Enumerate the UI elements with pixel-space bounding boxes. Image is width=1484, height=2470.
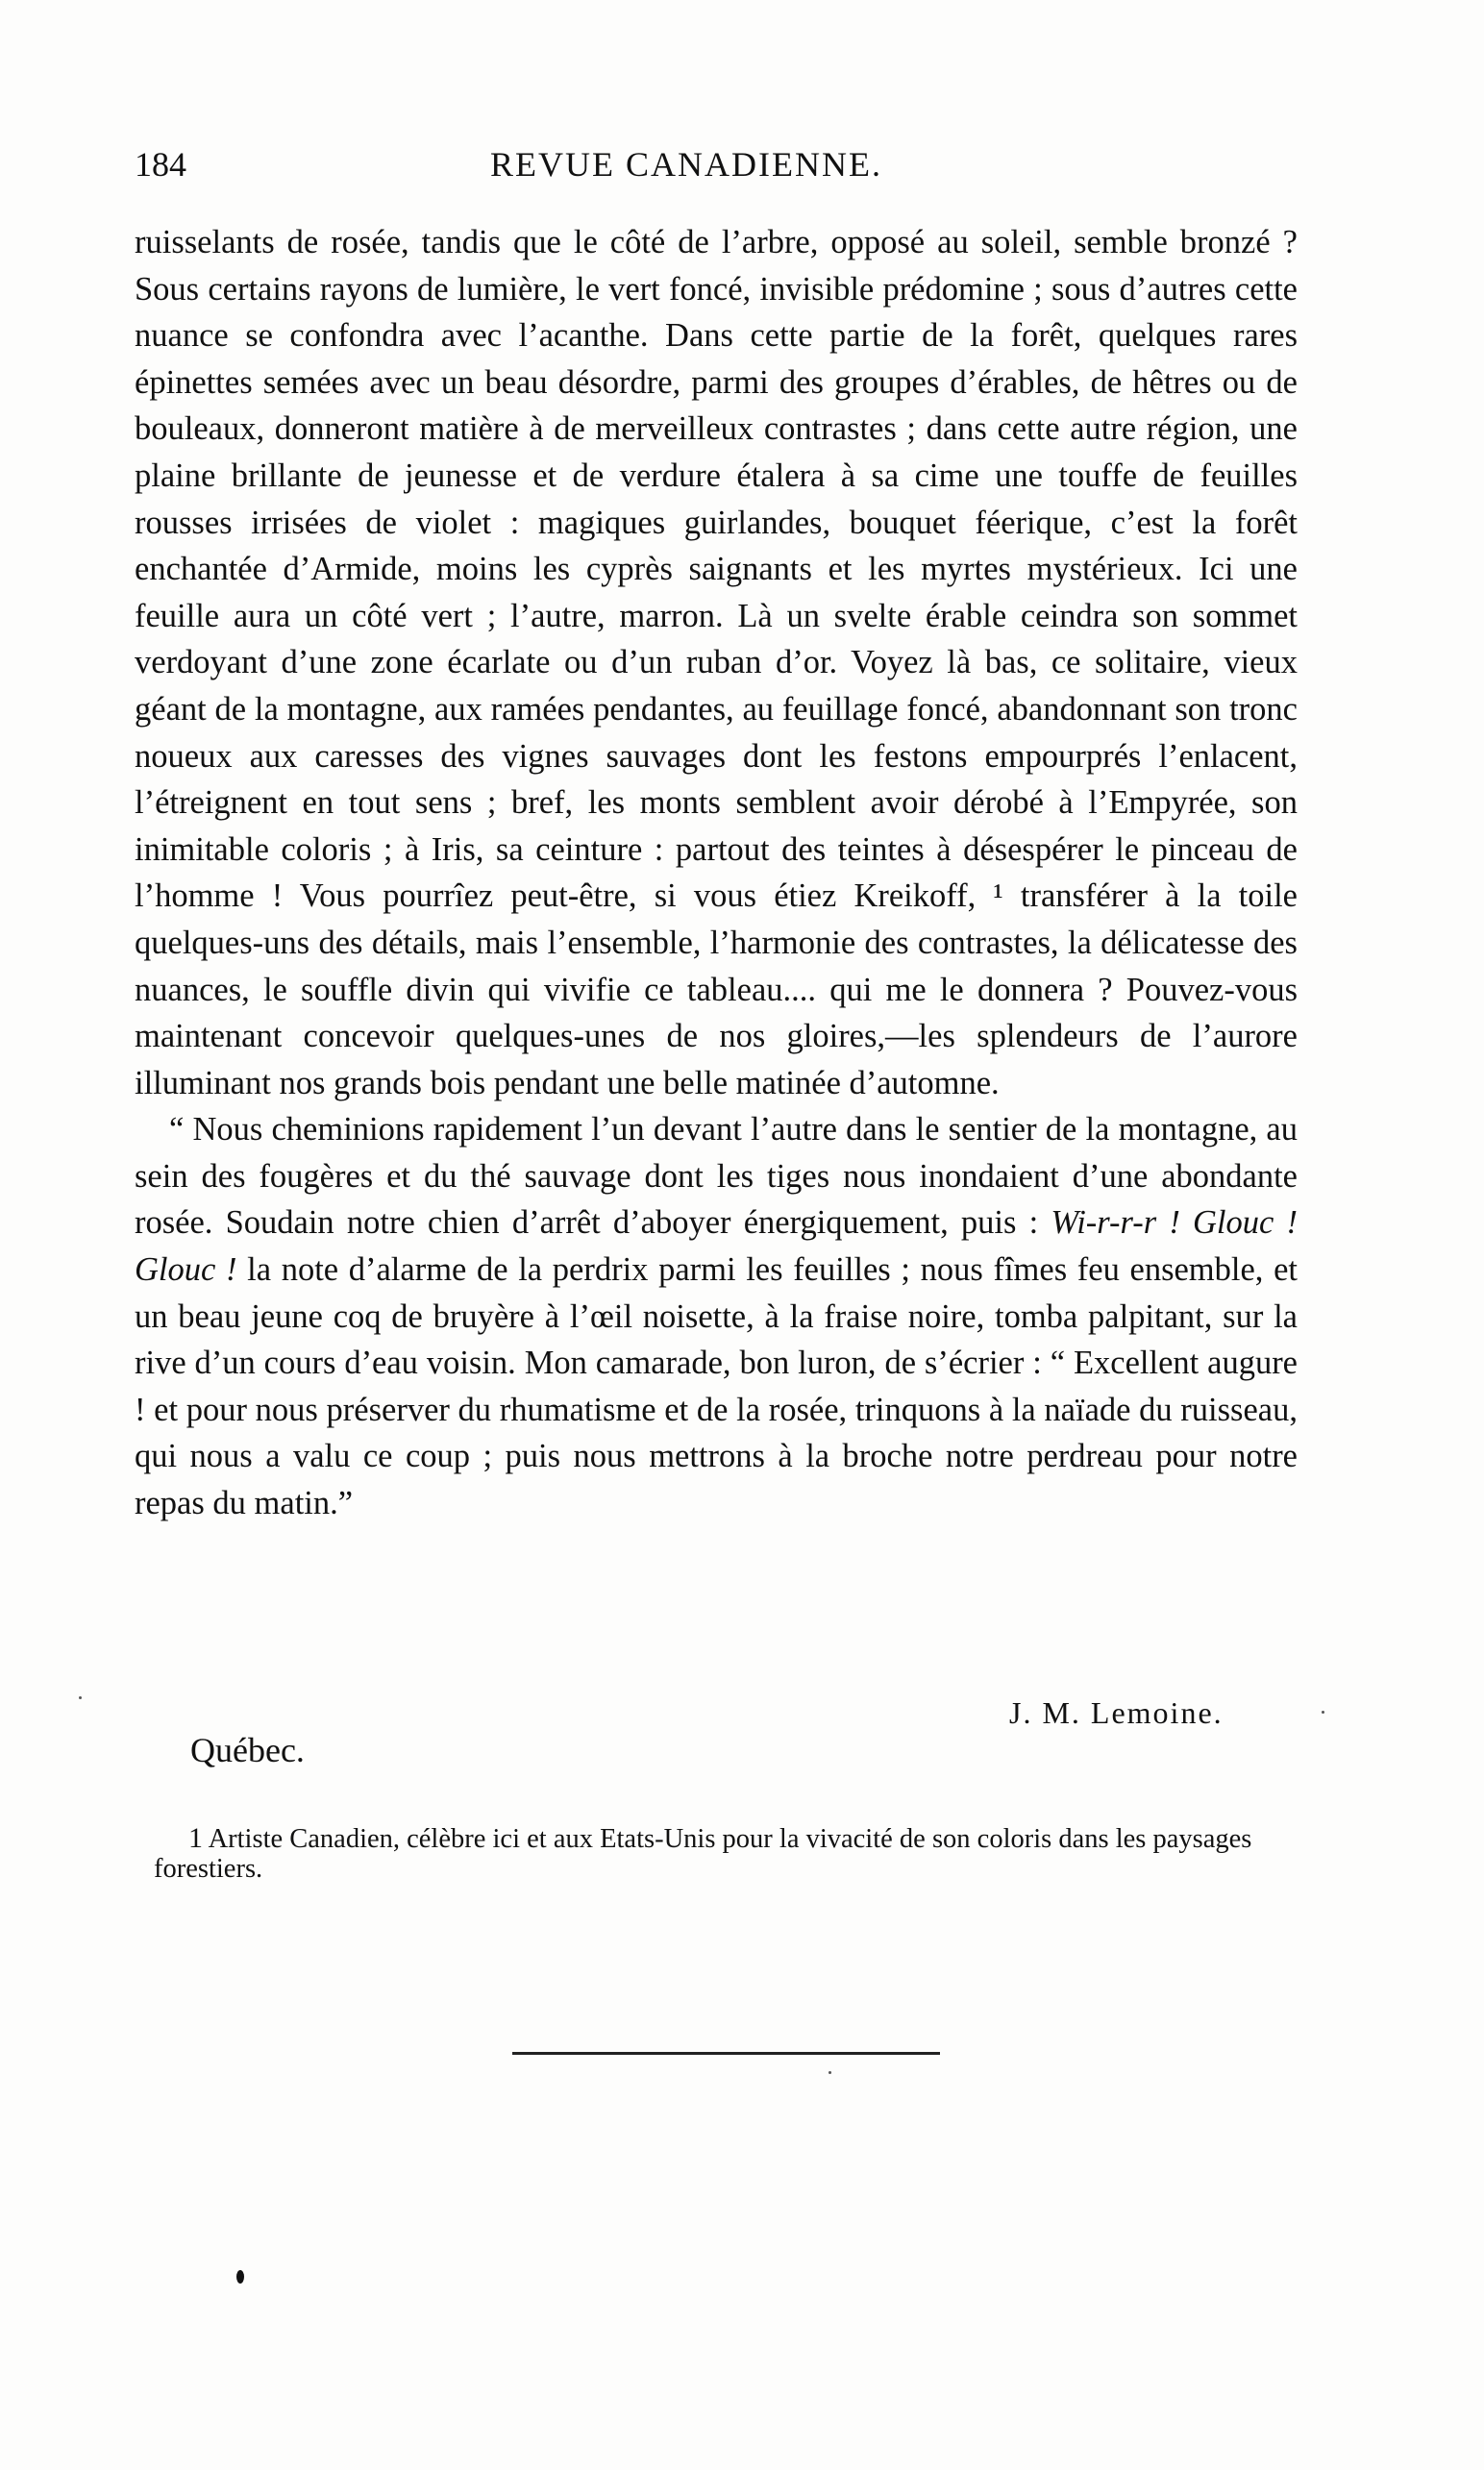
place-of-writing: Québec.: [190, 1731, 305, 1769]
page-header: [135, 144, 1307, 202]
footnote-number: 1: [188, 1822, 203, 1854]
ink-speck: [1322, 1711, 1324, 1714]
ink-speck: [829, 2071, 831, 2074]
article-body: [135, 219, 1298, 1527]
ink-speck: [79, 1696, 82, 1699]
page-number: 184: [135, 145, 186, 184]
journal-title: REVUE CANADIENNE.: [490, 145, 882, 184]
partridge-call: Wi-r-r-r ! Glouc ! Glouc !: [135, 1204, 1298, 1289]
author-signature: J. M. Lemoine.: [1009, 1695, 1224, 1730]
footnote: [154, 1823, 1317, 1884]
end-rule: [512, 2052, 940, 2055]
footnote-text: Artiste Canadien, célèbre ici et aux Etats-Unis pour la vivacité de son coloris dans les paysages forestiers.: [154, 1824, 1252, 1884]
paragraph: ruisselants de rosée, tandis que le côté de l’arbre, opposé au soleil, semble bronzé ? Sous certains rayons de lumière, le vert foncé, invisible prédomine ; sous d’autres cette nuance se confondra avec l’acanthe. Dans cette partie de la forêt, quelques rares épinettes semées avec un beau désordre, parmi des groupes d’érables, de hêtres ou de bouleaux, donneront matière à de merveilleux contrastes ; dans cette autre région, une plaine brillante de jeunesse et de verdure étalera à sa cime une touffe de feuilles rousses irrisées de violet : magiques guirlandes, bouquet féerique, c’est la forêt enchantée d’Armide, moins les cyprès saignants et les myrtes mystérieux. Ici une feuille aura un côté vert ; l’autre, marron. Là un svelte érable ceindra son sommet verdoyant d’une zone écarlate ou d’un ruban d’or. Voyez là bas, ce solitaire, vieux géant de la montagne, aux ramées pendantes, au feuillage foncé, abandonnant son tronc noueux aux caresses des vignes sauvages dont les festons empourprés l’enlacent, l’étreignent en tout sens ; bref, les monts semblent avoir dérobé à l’Empyrée, son inimitable coloris ; à Iris, sa ceinture : partout des teintes à désespérer le pinceau de l’homme ! Vous pourrîez peut-être, si vous étiez Kreikoff, ¹ transférer à la toile quelques-uns des détails, mais l’ensemble, l’harmonie des contrastes, la délicatesse des nuances, le souffle divin qui vivifie ce tableau.... qui me le donnera ? Pouvez-vous maintenant concevoir quelques-unes de nos gloires,—les splendeurs de l’aurore illuminant nos grands bois pendant une belle matinée d’automne.: [135, 224, 1298, 1101]
paragraph-text: “ Nous cheminions rapidement l’un devant l’autre dans le sentier de la montagne, au sein des fougères et du thé sauvage dont les tiges nous inondaient d’une abondante rosée. Soudain notre chien d’arrêt d’aboyer énergiquement, puis :: [135, 1111, 1298, 1242]
paragraph-text: la note d’alarme de la perdrix parmi les feuilles ; nous fîmes feu ensemble, et un beau jeune coq de bruyère à l’œil noisette, à la fraise noire, tomba palpitant, sur la rive d’un cours d’eau voisin. Mon camarade, bon luron, de s’écrier : “ Excellent augure ! et pour nous préserver du rhumatisme et de la rosée, trinquons à la naïade du ruisseau, qui nous a valu ce coup ; puis nous mettrons à la broche notre perdreau pour notre repas du matin.”: [135, 1251, 1298, 1522]
ink-dot: [236, 2270, 244, 2284]
paragraph: [135, 1106, 1298, 1526]
